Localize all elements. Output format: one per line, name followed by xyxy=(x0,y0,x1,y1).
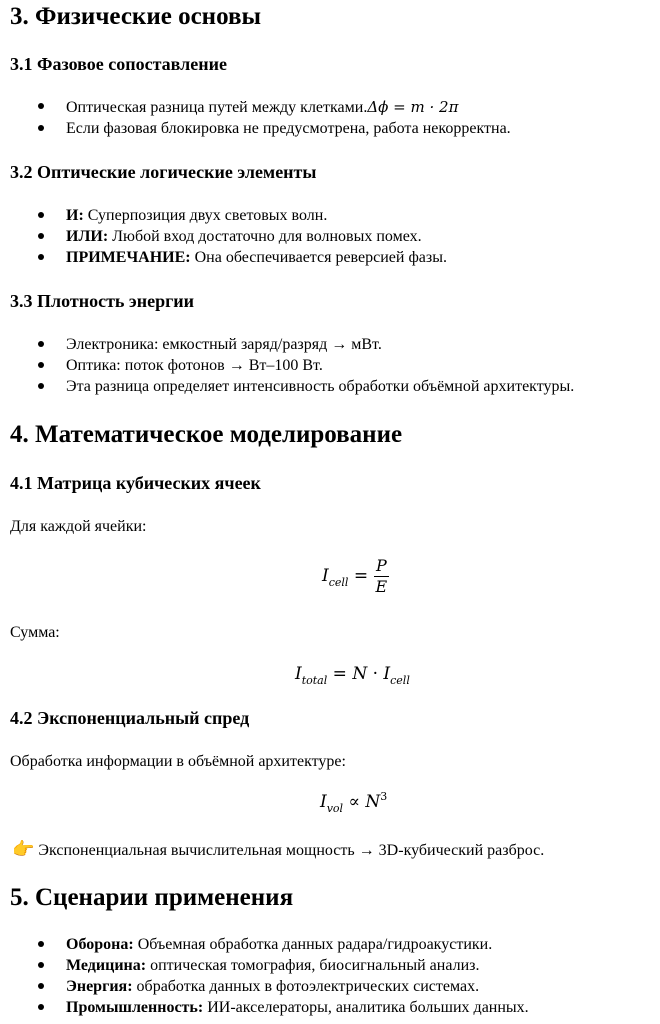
eq-rhs-sup: 3 xyxy=(380,790,388,803)
eq-lhs-sub: cell xyxy=(328,576,349,589)
list-item xyxy=(66,119,511,139)
paragraph: Обработка информации в объёмной архитектуре: xyxy=(10,753,346,770)
bullet-icon xyxy=(38,1004,44,1010)
list-item-label: Медицина: xyxy=(66,957,147,974)
list-item xyxy=(66,998,529,1018)
bullet-icon xyxy=(38,341,44,347)
bullet-icon xyxy=(38,254,44,260)
list-item xyxy=(66,248,447,268)
subsection-3-2-heading: 3.2 Оптические логические элементы xyxy=(10,162,317,182)
list-item-label: ПРИМЕЧАНИЕ: xyxy=(66,249,191,266)
bullet-icon xyxy=(38,383,44,389)
note-text: Экспоненциальная вычислительная мощность → 3D-кубический разброс. xyxy=(38,842,545,859)
list-item xyxy=(66,97,458,118)
list-item-text: Суперпозиция двух световых волн. xyxy=(83,207,328,224)
eq-lhs: I xyxy=(320,792,327,812)
note-line xyxy=(12,840,544,861)
bullet-icon xyxy=(38,125,44,131)
list-item xyxy=(66,356,323,376)
list-item xyxy=(66,977,479,997)
equation-cell-intensity: $I_{cell}$ = $\frac{P}{E}$ xyxy=(322,556,388,596)
bullet-icon xyxy=(38,941,44,947)
list-item xyxy=(66,335,382,355)
list-item-label: Промышленность: xyxy=(66,999,204,1016)
list-item xyxy=(66,935,492,955)
subsection-3-1-heading: 3.1 Фазовое сопоставление xyxy=(10,54,227,74)
fraction-denominator: E xyxy=(375,577,388,596)
list-item xyxy=(66,227,422,247)
list-item-text: оптическая томография, биосигнальный анализ. xyxy=(146,957,480,974)
list-item-text: Любой вход достаточно для волновых помех. xyxy=(108,228,422,245)
eq-rhs: N xyxy=(365,792,381,812)
bullet-icon xyxy=(38,983,44,989)
list-item-text: Объемная обработка данных радара/гидроакустики. xyxy=(133,936,493,953)
list-item-text: Если фазовая блокировка не предусмотрена, работа некорректна. xyxy=(66,120,511,137)
pointing-hand-icon: 👉 xyxy=(12,839,35,860)
list-item-label: ИЛИ: xyxy=(66,228,109,245)
list-item-text: Она обеспечивается реверсией фазы. xyxy=(190,249,447,266)
eq-lhs: I xyxy=(295,664,302,684)
equation-volume-intensity: $I_{vol} \propto N^3$ xyxy=(320,790,388,815)
list-item-text: Электроника: емкостный заряд/разряд → мВт. xyxy=(66,336,382,353)
subsection-4-1-heading: 4.1 Матрица кубических ячеек xyxy=(10,473,261,493)
eq-lhs: I xyxy=(322,566,329,586)
section-3-heading: 3. Физические основы xyxy=(10,3,261,30)
list-item xyxy=(66,956,479,976)
bullet-icon xyxy=(38,212,44,218)
list-item-text: Оптическая разница путей между клетками. xyxy=(66,99,368,116)
list-item-label: И: xyxy=(66,207,84,224)
phase-formula: Δϕ = m · 2π xyxy=(367,98,459,116)
eq-rhs-n: N xyxy=(352,664,368,684)
eq-lhs-sub: vol xyxy=(326,802,344,815)
list-item-text: обработка данных в фотоэлектрических системах. xyxy=(132,978,480,995)
list-item-text: Оптика: поток фотонов → Вт–100 Вт. xyxy=(66,357,323,374)
bullet-icon xyxy=(38,103,44,109)
fraction xyxy=(374,556,390,597)
eq-lhs-sub: total xyxy=(301,674,328,687)
paragraph: Сумма: xyxy=(10,624,60,641)
eq-rhs-sub: cell xyxy=(390,674,410,687)
section-5-heading: 5. Сценарии применения xyxy=(10,884,294,911)
list-item xyxy=(66,206,327,226)
list-item-text: ИИ-акселераторы, аналитика больших данных. xyxy=(203,999,529,1016)
bullet-icon xyxy=(38,362,44,368)
list-item-label: Оборона: xyxy=(66,936,134,953)
list-item-text: Эта разница определяет интенсивность обработки объёмной архитектуры. xyxy=(66,378,575,395)
fraction-numerator: P xyxy=(375,556,387,575)
section-4-heading: 4. Математическое моделирование xyxy=(10,421,403,448)
list-item-label: Энергия: xyxy=(66,978,133,995)
subsection-4-2-heading: 4.2 Экспоненциальный спред xyxy=(10,708,250,728)
bullet-icon xyxy=(38,233,44,239)
equation-total-intensity: $I_{total} = N \cdot I_{cell}$ xyxy=(295,664,410,687)
eq-rhs-i: I xyxy=(383,664,391,684)
paragraph: Для каждой ячейки: xyxy=(10,518,147,535)
subsection-3-3-heading: 3.3 Плотность энергии xyxy=(10,291,194,311)
list-item xyxy=(66,377,574,397)
bullet-icon xyxy=(38,962,44,968)
